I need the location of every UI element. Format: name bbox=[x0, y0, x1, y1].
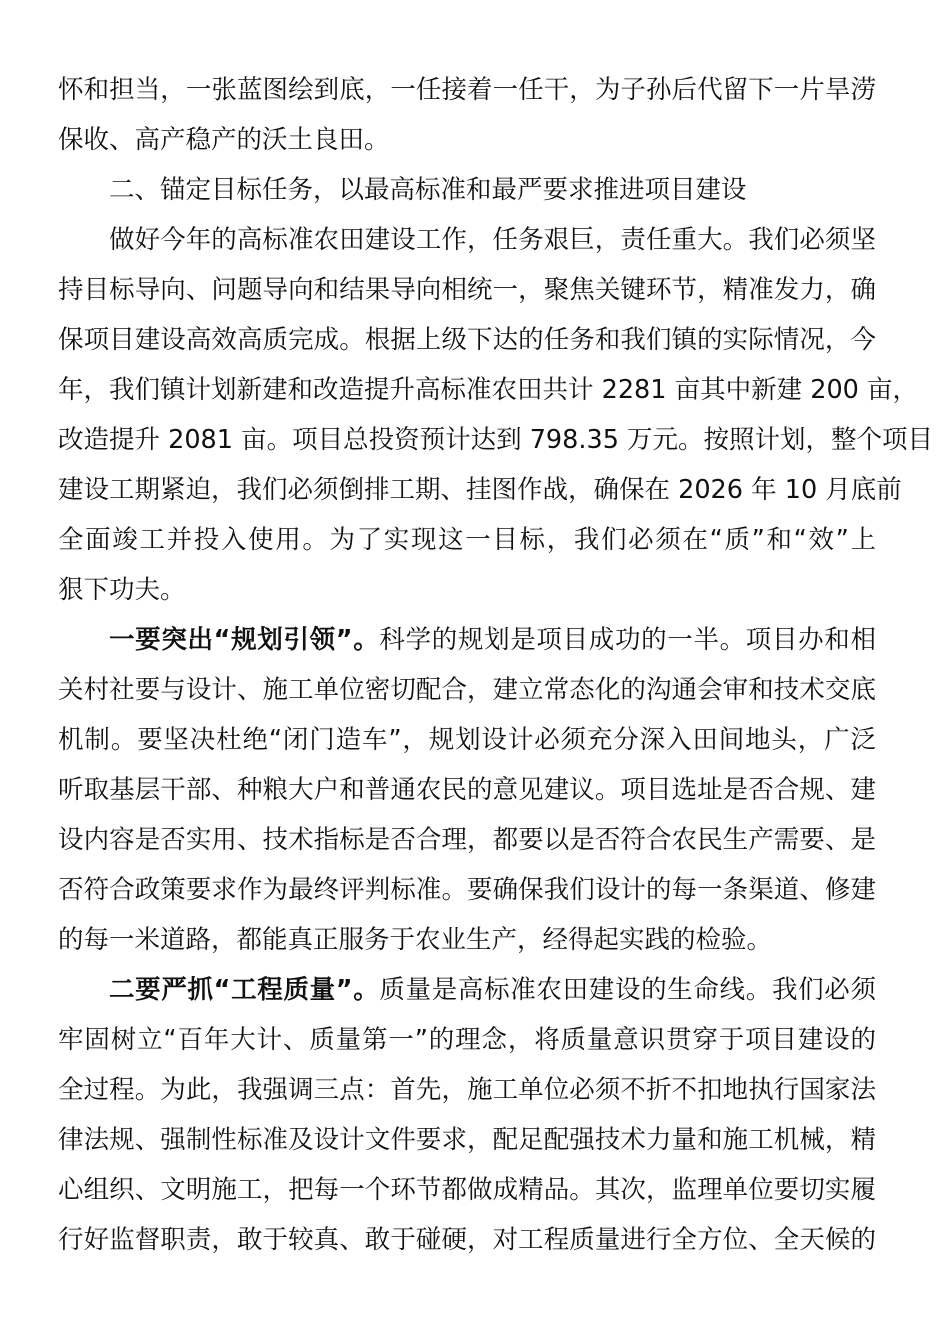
paragraph-continuation bbox=[58, 65, 876, 165]
paragraph-targets bbox=[58, 215, 934, 615]
text-line: 保收、高产稳产的沃土良田。 bbox=[58, 125, 390, 155]
text-line: 怀和担当，一张蓝图绘到底，一任接着一任干，为子孙后代留下一片旱涝 bbox=[58, 75, 876, 105]
bold-lead: 一要突出“规划引领”。 bbox=[109, 625, 380, 655]
text-line: 狠下功夫。 bbox=[58, 575, 186, 605]
text-line: 全面竣工并投入使用。为了实现这一目标，我们必须在“质”和“效”上 bbox=[58, 525, 876, 555]
text-line: 关村社要与设计、施工单位密切配合，建立常态化的沟通会审和技术交底 bbox=[58, 675, 876, 705]
text-line: 律法规、强制性标准及设计文件要求，配足配强技术力量和施工机械，精 bbox=[58, 1125, 876, 1155]
text-line: 年，我们镇计划新建和改造提升高标准农田共计 2281 亩其中新建 200 亩， bbox=[58, 375, 918, 405]
paragraph-planning bbox=[58, 615, 876, 965]
text-line bbox=[58, 615, 876, 665]
text-line: 牢固树立“百年大计、质量第一”的理念，将质量意识贯穿于项目建设的 bbox=[58, 1025, 876, 1055]
text-span: 质量是高标准农田建设的生命线。我们必须 bbox=[379, 975, 876, 1005]
text-line: 否符合政策要求作为最终评判标准。要确保我们设计的每一条渠道、修建 bbox=[58, 875, 876, 905]
text-line: 心组织、文明施工，把每一个环节都做成精品。其次，监理单位要切实履 bbox=[58, 1175, 876, 1205]
document-page bbox=[58, 65, 934, 1265]
text-line: 改造提升 2081 亩。项目总投资预计达到 798.35 万元。按照计划，整个项目 bbox=[58, 425, 934, 455]
text-line: 的每一米道路，都能真正服务于农业生产，经得起实践的检验。 bbox=[58, 925, 773, 955]
text-line: 做好今年的高标准农田建设工作，任务艰巨，责任重大。我们必须坚 bbox=[109, 225, 876, 255]
text-line: 行好监督职责，敢于较真、敢于碰硬，对工程质量进行全方位、全天候的 bbox=[58, 1225, 876, 1255]
text-line: 设内容是否实用、技术指标是否合理，都要以是否符合农民生产需要、是 bbox=[58, 825, 876, 855]
text-line: 保项目建设高效高质完成。根据上级下达的任务和我们镇的实际情况，今 bbox=[58, 325, 876, 355]
text-line: 全过程。为此，我强调三点：首先，施工单位必须不折不扣地执行国家法 bbox=[58, 1075, 876, 1105]
text-line: 持目标导向、问题导向和结果导向相统一，聚焦关键环节，精准发力，确 bbox=[58, 275, 876, 305]
text-span: 科学的规划是项目成功的一半。项目办和相 bbox=[379, 625, 876, 655]
text-line: 机制。要坚决杜绝“闭门造车”，规划设计必须充分深入田间地头，广泛 bbox=[58, 725, 876, 755]
text-line bbox=[58, 965, 876, 1015]
paragraph-quality bbox=[58, 965, 876, 1265]
bold-lead: 二要严抓“工程质量”。 bbox=[109, 975, 380, 1005]
text-line: 听取基层干部、种粮大户和普通农民的意见建议。项目选址是否合规、建 bbox=[58, 775, 876, 805]
text-line: 建设工期紧迫，我们必须倒排工期、挂图作战，确保在 2026 年 10 月底前 bbox=[58, 475, 902, 505]
section-heading: 二、锚定目标任务，以最高标准和最严要求推进项目建设 bbox=[109, 175, 747, 205]
